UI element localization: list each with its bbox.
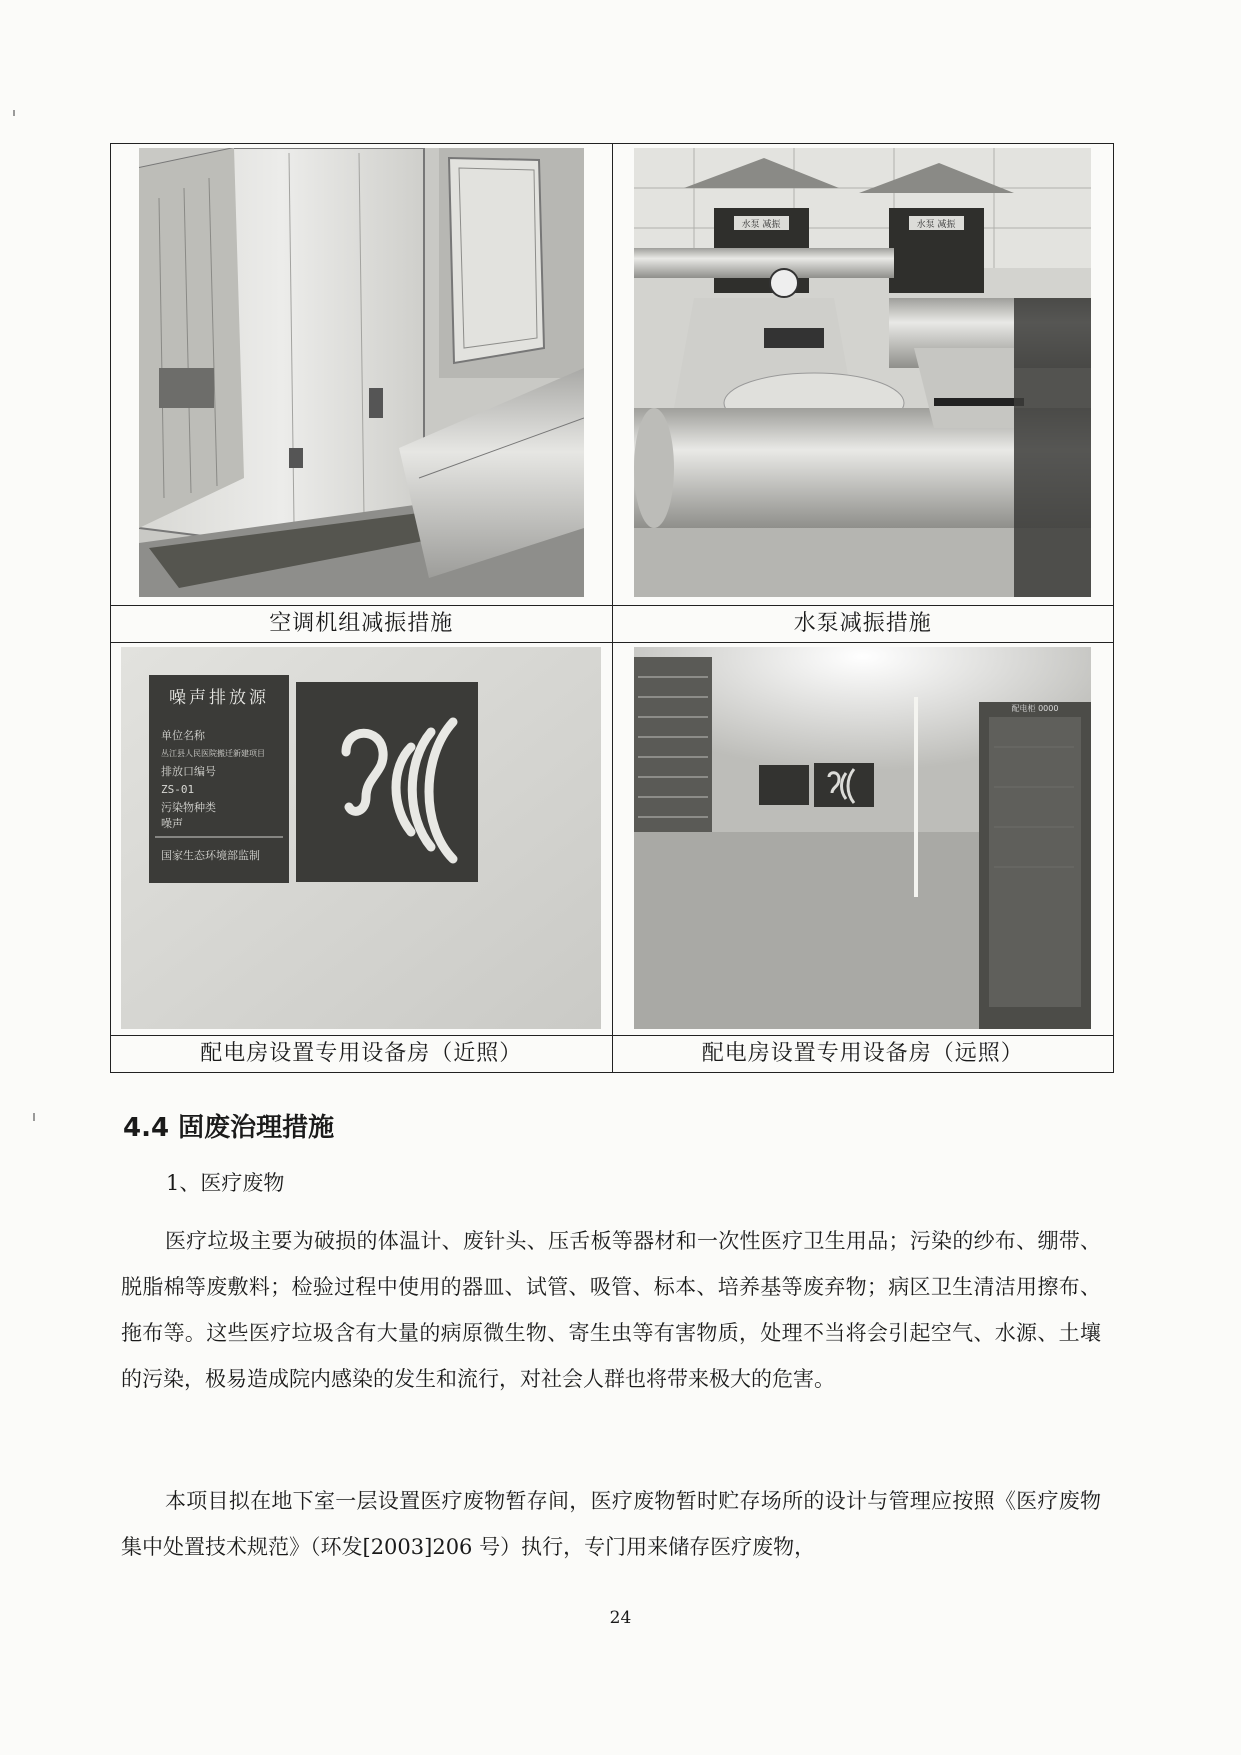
photo-cell-sign-distant bbox=[612, 643, 1114, 1036]
paragraph-medical-waste: 医疗垃圾主要为破损的体温计、废针头、压舌板等器材和一次性医疗卫生用品；污染的纱布、绷带、脱脂棉等废敷料；检验过程中使用的器皿、试管、吸管、标本、培养基等废弃物；病区卫生清洁用擦布、拖布等。这些医疗垃圾含有大量的病原微生物、寄生虫等有害物质，处理不当将会引起空气、水源、土壤的污染，极易造成院内感染的发生和流行，对社会人群也将带来极大的危害。 bbox=[121, 1229, 1101, 1391]
scan-mark-left bbox=[13, 110, 15, 116]
photo-cell-water-pumps bbox=[612, 144, 1114, 606]
section-subheading: 1、医疗废物 bbox=[166, 1171, 285, 1195]
photo-ac-unit-vibration-damping bbox=[139, 148, 584, 597]
caption-sign-distant: 配电房设置专用设备房（远照） bbox=[612, 1036, 1114, 1073]
sign-pollutant-value: 噪声 bbox=[161, 817, 184, 830]
pump-plate-right: 水泵 减振 bbox=[916, 220, 956, 230]
sign-pollutant-label: 污染物种类 bbox=[161, 801, 217, 814]
photo-water-pump-vibration-damping bbox=[634, 148, 1091, 597]
sign-unit-label: 单位名称 bbox=[161, 729, 206, 742]
caption-sign-closeup: 配电房设置专用设备房（近照） bbox=[111, 1036, 613, 1073]
sign-outlet-label: 排放口编号 bbox=[161, 765, 217, 778]
sign-issuer: 国家生态环境部监制 bbox=[161, 849, 261, 862]
photo-noise-sign-closeup bbox=[121, 647, 601, 1029]
photo-figure-table bbox=[110, 143, 1114, 1073]
sign-title: 噪声排放源 bbox=[169, 688, 270, 708]
caption-water-pumps: 水泵减振措施 bbox=[612, 606, 1114, 643]
section-heading: 4.4 固废治理措施 bbox=[123, 1113, 335, 1143]
photo-cell-ac-units bbox=[111, 144, 613, 606]
sign-unit-value: 丛江县人民医院搬迁新建项目 bbox=[161, 749, 266, 758]
caption-ac-units: 空调机组减振措施 bbox=[111, 606, 613, 643]
paragraph-storage-room: 本项目拟在地下室一层设置医疗废物暂存间，医疗废物暂时贮存场所的设计与管理应按照《医疗废物集中处置技术规范》（环发[2003]206 号）执行，专门用来储存医疗废物， bbox=[121, 1489, 1101, 1559]
sign-outlet-value: ZS-01 bbox=[161, 783, 195, 796]
pump-plate-left: 水泵 减振 bbox=[741, 220, 781, 230]
page-number: 24 bbox=[609, 1608, 632, 1628]
scan-mark-left-lower bbox=[33, 1113, 35, 1121]
photo-equipment-room-distant bbox=[634, 647, 1091, 1029]
cabinet-label: 配电柜 0000 bbox=[1011, 704, 1059, 713]
photo-cell-sign-closeup bbox=[111, 643, 613, 1036]
